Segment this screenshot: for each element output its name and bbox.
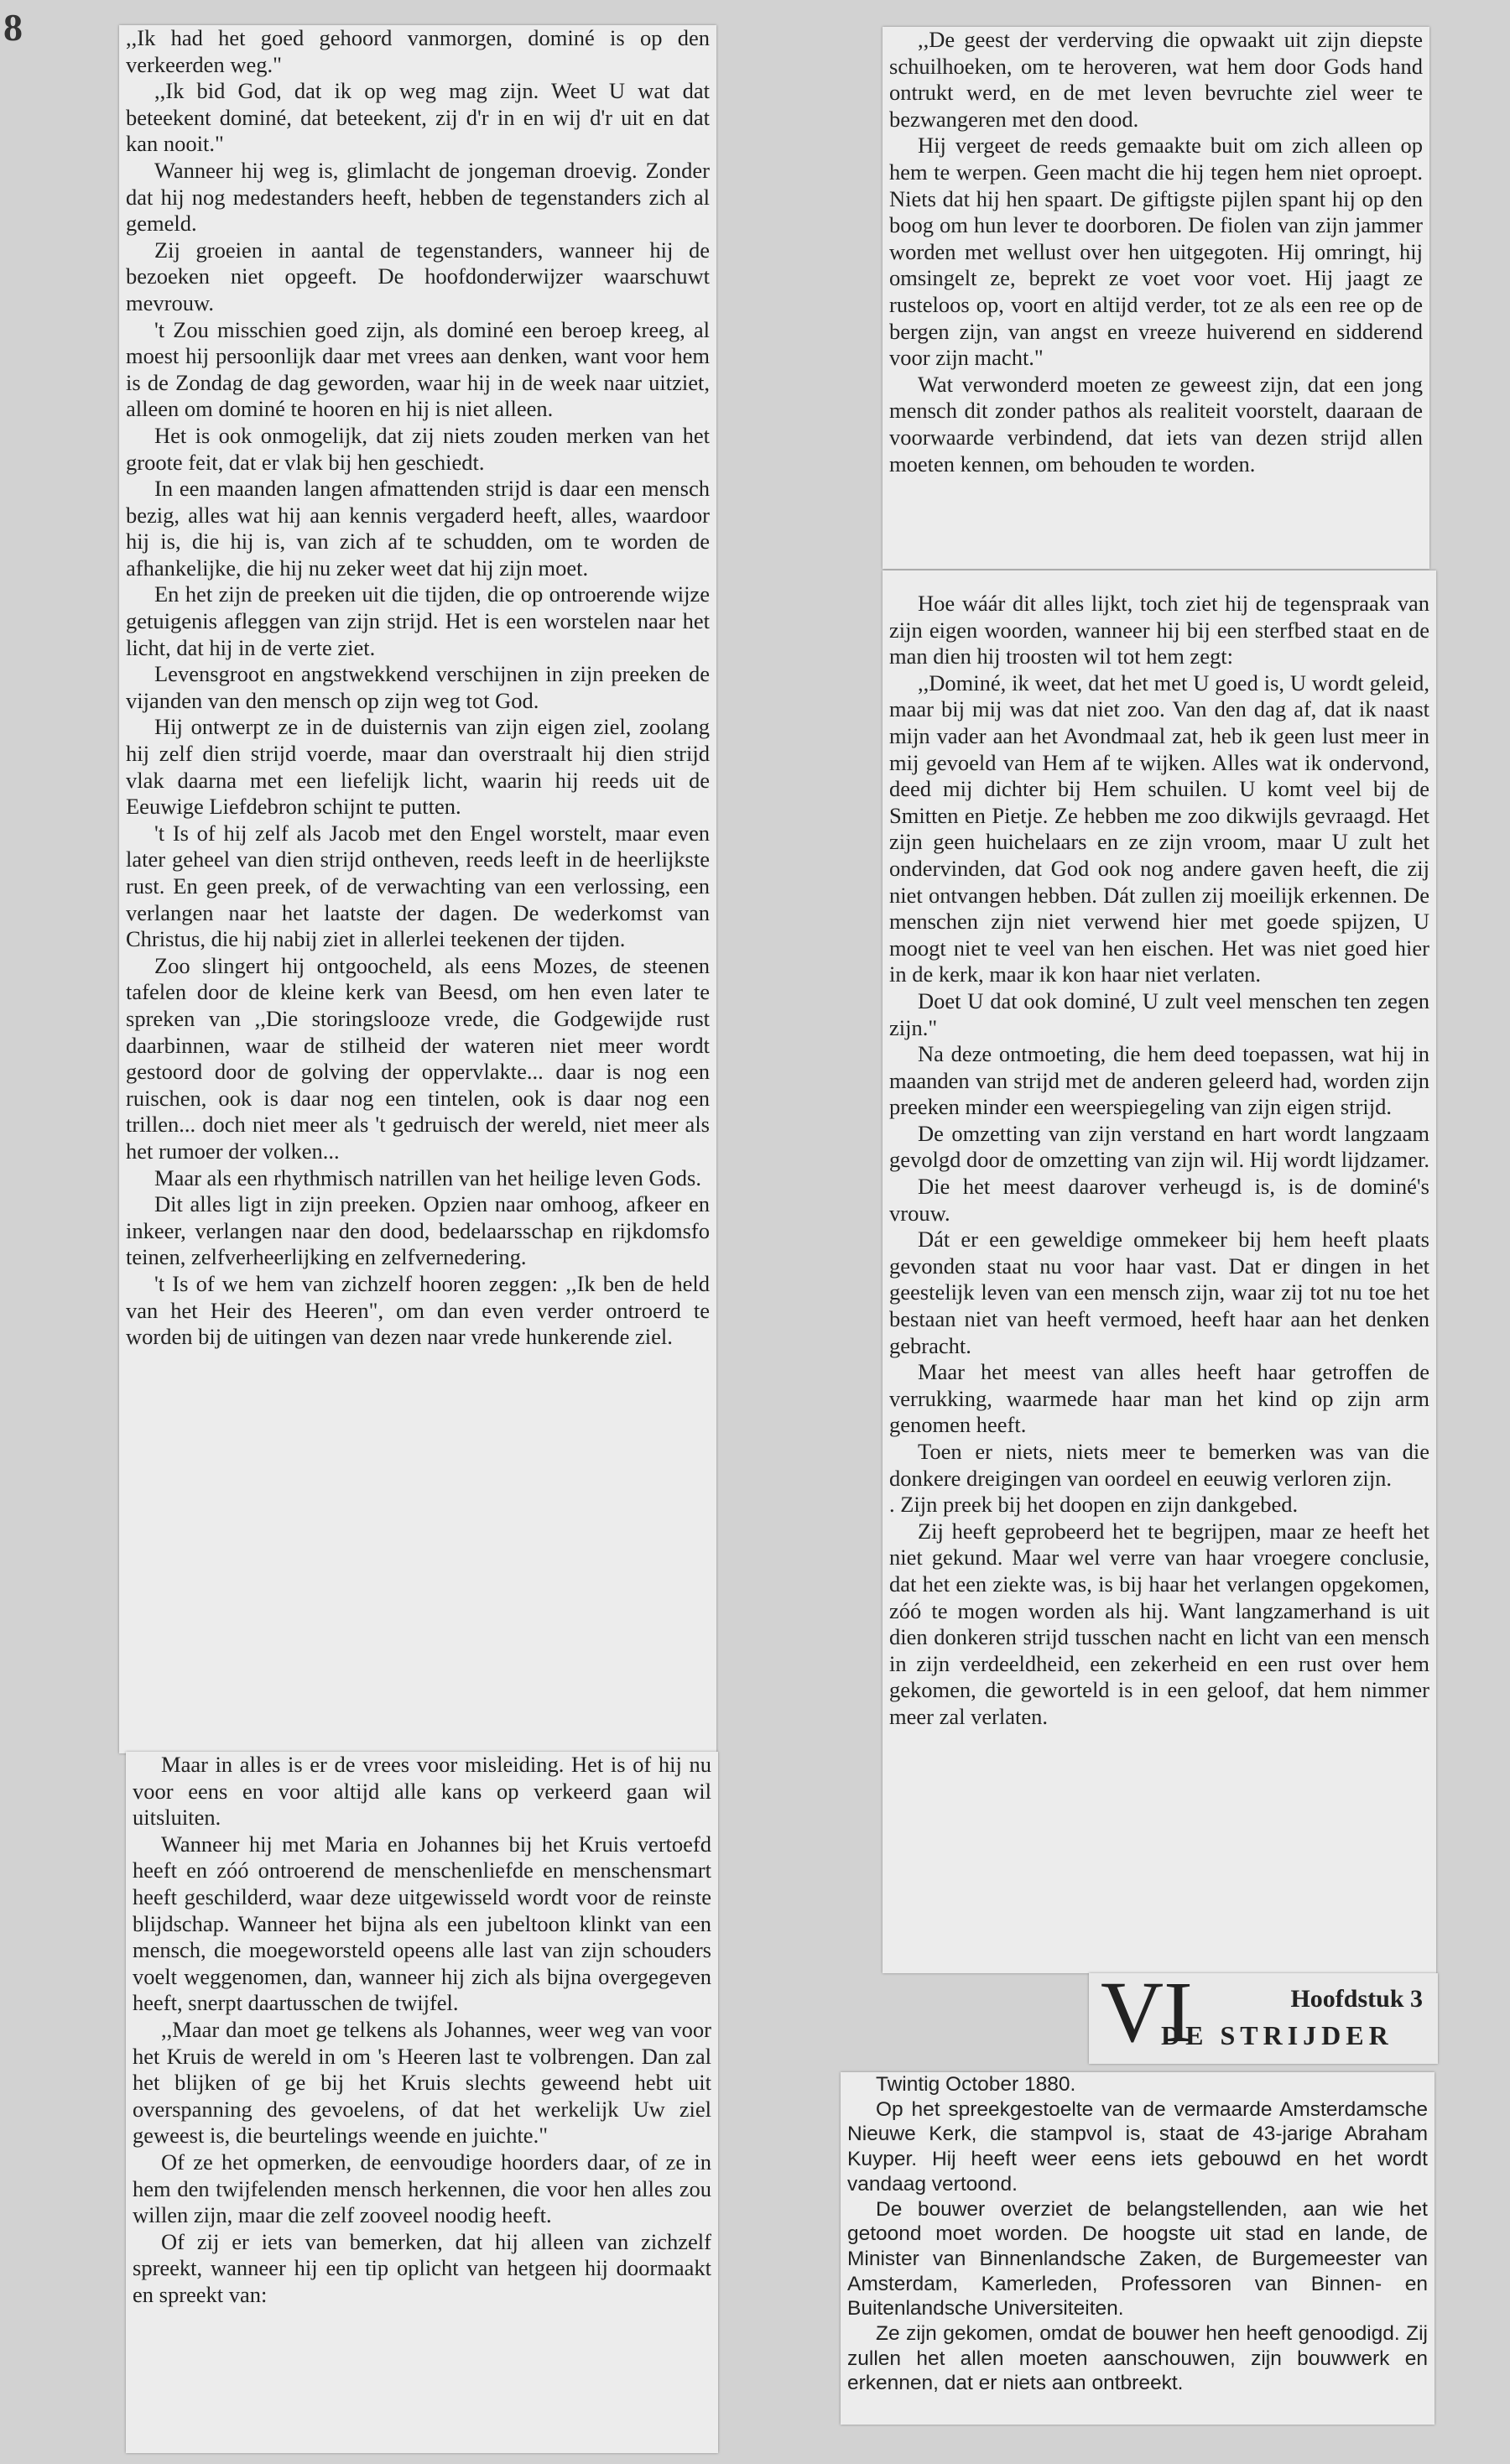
left-clipping-2 bbox=[126, 1752, 718, 2453]
paragraph: Dit alles ligt in zijn preeken. Opzien naar omhoog, afkeer en inkeer, verlangen naar den dood, bedelaarsschap en rijkdomsfo teinen, zelfverheerlijking en zelfvernedering. bbox=[126, 1191, 710, 1270]
paragraph: Maar het meest van alles heeft haar getroffen de verrukking, waarmede haar man het kind op zijn arm genomen heeft. bbox=[889, 1359, 1429, 1438]
paragraph: Zoo slingert hij ontgoocheld, als eens Mozes, de steenen tafelen door de kleine kerk van Beesd, om hen even later te spreken van ,,Die storingslooze vrede, die Godgewijde rust daarbinnen, waar de stilheid der wateren niet meer wordt gestoord door de golving der oppervlakte... daar is nog een ruischen, ook is daar nog een tintelen, ook is daar nog een trillen... doch niet meer als 't gedruisch der wereld, niet meer als het rumoer der volken... bbox=[126, 952, 710, 1164]
paragraph: 't Zou misschien goed zijn, als dominé een beroep kreeg, al moest hij persoonlijk daar met vrees aan denken, want voor hem is de Zondag de dag geworden, waar hij in de week naar uitziet, alleen om dominé te hooren en hij is niet alleen. bbox=[126, 316, 710, 422]
paragraph: Ze zijn gekomen, omdat de bouwer hen heeft genoodigd. Zij zullen het allen moeten aanschouwen, zijn bouwwerk en erkennen, dat er niets aan ontbreekt. bbox=[847, 2322, 1428, 2395]
chapter-heading bbox=[1089, 1964, 1438, 2064]
paragraph: Of zij er iets van bemerken, dat hij alleen van zichzelf spreekt, wanneer hij een tip oplicht van hetgeen hij doormaakt en spreekt van: bbox=[133, 2228, 711, 2307]
paragraph: ,,Ik had het goed gehoord vanmorgen, dominé is op den verkeerden weg." bbox=[126, 25, 710, 77]
paragraph: Op het spreekgestoelte van de vermaarde Amsterdamsche Nieuwe Kerk, die stampvol is, staat de 43-jarige Abraham Kuyper. Hij heeft weer eens iets gebouwd en het wordt vandaag vertoond. bbox=[847, 2097, 1428, 2196]
paragraph: ,,Ik bid God, dat ik op weg mag zijn. Weet U wat dat beteekent dominé, dat beteekent, zij d'r in en wij d'r uit en dat kan nooit." bbox=[126, 78, 710, 157]
paragraph: Wanneer hij weg is, glimlacht de jongeman droevig. Zonder dat hij nog medestanders heeft, hebben de tegenstanders zich al gemeld. bbox=[126, 157, 710, 237]
paragraph: 't Is of we hem van zichzelf hooren zeggen: ,,Ik ben de held van het Heir des Heeren", om dan even verder ontroerd te worden bij de uitingen van dezen naar vrede hunkerende ziel. bbox=[126, 1270, 710, 1350]
left-clipping-1 bbox=[119, 25, 716, 1753]
paragraph: Hij vergeet de reeds gemaakte buit om zich alleen op hem te werpen. Geen macht die hij tegen hem niet oproept. Niets dat hij hen spaart. De giftigste pijlen spant hij op den boog om hun lever te doorboren. De fiolen van zijn jammer worden met wellust over hen uitgegoten. Hij omringt, hij omsingelt ze, beprekt ze voet voor voet. Hij jaagt ze rusteloos op, voort en altijd verder, tot ze als een ree op de bergen zijn, van angst en vreeze huiverend en sidderend voor zijn macht." bbox=[889, 133, 1423, 371]
paragraph: De bouwer overziet de belangstellenden, aan wie het getoond moet worden. De hoogste uit stad en lande, de Minister van Binnenlandsche Zaken, de Burgemeester van Amsterdam, Kamerleden, Professoren van Binnen- en Buitenlandsche Universiteiten. bbox=[847, 2197, 1428, 2321]
paragraph: Levensgroot en angstwekkend verschijnen in zijn preeken de vijanden van den mensch op zijn weg tot God. bbox=[126, 661, 710, 713]
paragraph: Toen er niets, niets meer te bemerken was van die donkere dreigingen van oordeel en eeuwig verloren zijn. bbox=[889, 1439, 1429, 1491]
paragraph: Wanneer hij met Maria en Johannes bij het Kruis vertoefd heeft en zóó ontroerend de menschenliefde en menschensmart heeft geschilderd, waar deze uitgewisseld wordt voor de reinste blijdschap. Wanneer het bijna als een jubeltoon klinkt van een mensch, die moegeworsteld opeens alle last van zijn schouders voelt weggenomen, dan, wanneer hij zich als bijna overgegeven heeft, snerpt daartusschen de twijfel. bbox=[133, 1831, 711, 2016]
chapter-title: DE STRIJDER bbox=[1161, 2020, 1393, 2050]
paragraph: ,,Dominé, ik weet, dat het met U goed is, U wordt geleid, maar bij mij was dat niet zoo. Van den dag af, dat ik naast mijn vader aan het Avondmaal zat, heb ik geen lust meer in mij gevoeld van Hem af te wijken. Alles wat ik ondervond, deed mij dichter bij Hem schuilen. U komt veel bij de Smitten en Pietje. Ze hebben me zoo dikwijls gevraagd. Het zijn geen huichelaars en ze zijn vroom, maar U zult het ondervinden, dat God ook nog andere gaven heeft, die zij niet ontvangen hebben. Dát zullen zij moeilijk erkennen. De menschen zijn niet verwend hier met goede spijzen, U moogt niet te veel van hen eischen. Het was niet goed hier in de kerk, maar ik kon haar niet verlaten. bbox=[889, 669, 1429, 987]
paragraph: Na deze ontmoeting, die hem deed toepassen, wat hij in maanden van strijd met de anderen geleerd had, worden zijn preeken minder een weerspiegeling van zijn eigen strijd. bbox=[889, 1041, 1429, 1120]
paragraph: Of ze het opmerken, de eenvoudige hoorders daar, of ze in hem den twijfelenden mensch herkennen, die voor hen alles zou willen zijn, maar die zelf zooveel noodig heeft. bbox=[133, 2149, 711, 2228]
paragraph: . Zijn preek bij het doopen en zijn dankgebed. bbox=[889, 1492, 1299, 1518]
paragraph: Twintig October 1880. bbox=[876, 2073, 1076, 2096]
right-clipping-1 bbox=[883, 27, 1429, 569]
paragraph: Doet U dat ook dominé, U zult veel menschen ten zegen zijn." bbox=[889, 987, 1429, 1040]
paragraph: Maar als een rhythmisch natrillen van het heilige leven Gods. bbox=[154, 1164, 701, 1190]
page-number: 8 bbox=[3, 6, 23, 49]
paragraph: Dát er een geweldige ommekeer bij hem heeft plaats gevonden staat nu voor haar vast. Dat er dingen in het geestelijk leven van een mensch zijn, waar zij tot nu toe het bestaan niet van heeft vermoed, heeft haar aan het denken gebracht. bbox=[889, 1227, 1429, 1358]
paragraph: Maar in alles is er de vrees voor misleiding. Het is of hij nu voor eens en voor altijd alle kans op verkeerd gaan wil uitsluiten. bbox=[133, 1752, 711, 1831]
paragraph: Hij ontwerpt ze in de duisternis van zijn eigen ziel, zoolang hij zelf dien strijd voerde, maar dan overstraalt hij dien strijd vlak daarna met een liefelijk licht, waarin hij reeds uit de Eeuwige Liefdebron schijnt te putten. bbox=[126, 714, 710, 820]
paragraph: 't Is of hij zelf als Jacob met den Engel worstelt, maar even later geheel van dien strijd ontheven, reeds leeft in de heerlijkste rust. En geen preek, of de verwachting van een verlossing, een verlangen naar het laatste der dagen. De wederkomst van Christus, die hij nabij ziet in allerlei teekenen der tijden. bbox=[126, 820, 710, 952]
chapter-roman-numeral: VI bbox=[1101, 1964, 1193, 2060]
paragraph: Zij heeft geprobeerd het te begrijpen, maar ze heeft het niet gekund. Maar wel verre van haar vroegere conclusie, dat het een ziekte was, is bij haar het verlangen opgekomen, zóó te mogen worden als hij. Want langzamerhand is uit dien donkeren strijd tusschen nacht en licht van een mensch in zijn verdeeldheid, een zekerheid en een rust over hem gekomen, die geworteld is in een geloof, dat hem nimmer meer zal verlaten. bbox=[889, 1518, 1429, 1729]
paragraph: Hoe wáár dit alles lijkt, toch ziet hij de tegenspraak van zijn eigen woorden, wanneer hij bij een sterfbed staat en de man dien hij troosten wil tot hem zegt: bbox=[889, 591, 1429, 669]
right-clipping-3 bbox=[841, 2072, 1434, 2425]
paragraph: Die het meest daarover verheugd is, is de dominé's vrouw. bbox=[889, 1174, 1429, 1226]
paragraph: Het is ook onmogelijk, dat zij niets zouden merken van het groote feit, dat er vlak bij hen geschiedt. bbox=[126, 422, 710, 475]
paragraph: Zij groeien in aantal de tegenstanders, wanneer hij de bezoeken niet opgeeft. De hoofdonderwijzer waarschuwt mevrouw. bbox=[126, 237, 710, 315]
right-clipping-2 bbox=[883, 570, 1436, 1973]
chapter-label: Hoofdstuk 3 bbox=[1290, 1985, 1423, 2013]
paragraph: ,,Maar dan moet ge telkens als Johannes, weer weg van voor het Kruis de wereld in om 's Heeren last te volbrengen. Dan zal het blijken of ge bij het Kruis slechts geweend hebt uit overspanning des gevoelens, of dat het werkelijk Uw ziel geweest is, die beurtelings weende en juichte." bbox=[133, 2016, 711, 2149]
paragraph: Wat verwonderd moeten ze geweest zijn, dat een jong mensch dit zonder pathos als realiteit voorstelt, daaraan de voorwaarde verbindend, dat iets van dezen strijd allen moeten kennen, om behouden te worden. bbox=[889, 371, 1423, 477]
paragraph: De omzetting van zijn verstand en hart wordt langzaam gevolgd door de omzetting van zijn wil. Hij wordt lijdzamer. bbox=[889, 1120, 1429, 1173]
paragraph: ,,De geest der verderving die opwaakt uit zijn diepste schuilhoeken, om te heroveren, wat hem door Gods hand ontrukt werd, en de met leven bevruchte ziel weer te bezwangeren met den dood. bbox=[889, 27, 1423, 132]
paragraph: In een maanden langen afmattenden strijd is daar een mensch bezig, alles wat hij aan kennis vergaderd heeft, alles, waardoor hij is, die hij is, van zich af te schudden, om te worden de afhankelijke, die hij nu zeker weet dat hij zijn moet. bbox=[126, 476, 710, 581]
paragraph: En het zijn de preeken uit die tijden, die op ontroerende wijze getuigenis afleggen van zijn strijd. Het is een worstelen naar het licht, dat hij in de verte ziet. bbox=[126, 581, 710, 660]
